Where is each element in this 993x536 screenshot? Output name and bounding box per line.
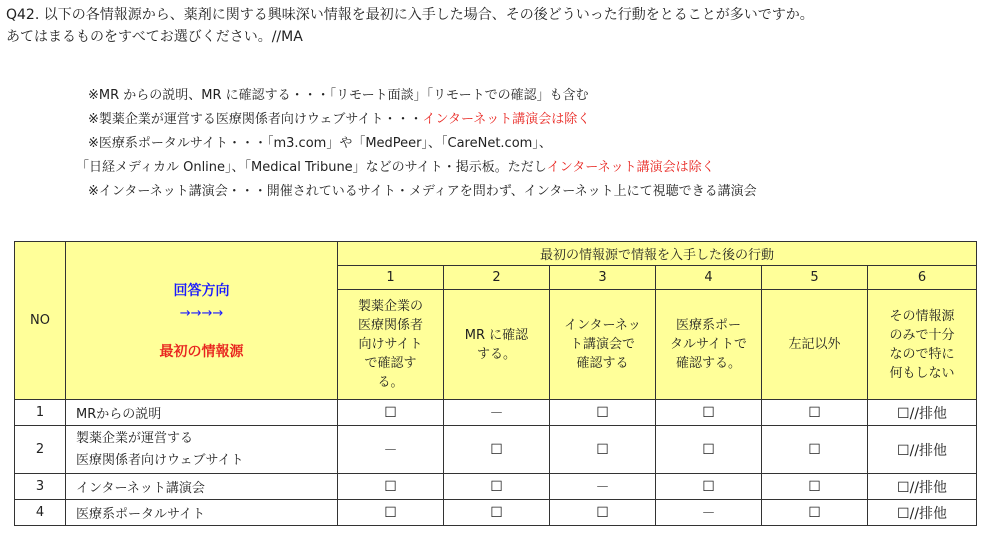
col-label-1 xyxy=(338,290,444,400)
col-number-4: 4 xyxy=(656,266,762,290)
question-line-1: Q42. 以下の各情報源から、薬剤に関する興味深い情報を最初に入手した場合、その後どういった行動をとることが多いですか。 xyxy=(6,7,814,23)
col-label-3-line: 確認する xyxy=(576,356,629,371)
notes-block xyxy=(76,84,978,204)
answer-table xyxy=(14,241,977,526)
direction-arrow: →→→→ xyxy=(179,306,224,321)
answer-checkbox[interactable]: ☐ xyxy=(444,426,550,474)
col-label-2 xyxy=(444,290,550,400)
row-label-line: MRからの説明 xyxy=(76,407,162,422)
header-action: 最初の情報源で情報を入手した後の行動 xyxy=(338,242,977,266)
col-label-2-line: MR に確認 xyxy=(464,327,529,343)
col-label-6-line: その情報源 xyxy=(889,308,955,324)
col-number-5: 5 xyxy=(762,266,868,290)
answer-na: － xyxy=(656,500,762,526)
col-label-4-line: 確認する。 xyxy=(675,356,741,371)
row-label xyxy=(66,474,338,500)
col-label-5 xyxy=(762,290,868,400)
col-label-1-line: る。 xyxy=(377,375,404,390)
col-label-6 xyxy=(868,290,977,400)
answer-checkbox-exclusive[interactable]: ☐//排他 xyxy=(868,426,977,474)
answer-na: － xyxy=(338,426,444,474)
answer-checkbox[interactable]: ☐ xyxy=(550,426,656,474)
row-no: 2 xyxy=(15,426,66,474)
col-label-1-line: 製薬企業の xyxy=(357,299,423,314)
note-portal-continued xyxy=(76,156,978,180)
answer-checkbox[interactable]: ☐ xyxy=(762,426,868,474)
col-label-6-line: なので特に xyxy=(889,346,955,362)
answer-checkbox[interactable]: ☐ xyxy=(656,426,762,474)
table-row xyxy=(15,426,977,474)
col-label-6-line: 何もしない xyxy=(889,365,955,381)
col-number-6: 6 xyxy=(868,266,977,290)
row-label-line: インターネット講演会 xyxy=(76,481,205,496)
answer-checkbox[interactable]: ☐ xyxy=(550,400,656,426)
answer-checkbox[interactable]: ☐ xyxy=(762,500,868,526)
answer-checkbox[interactable]: ☐ xyxy=(338,474,444,500)
note-portal: ※医療系ポータルサイト・・・「m3.com」や「MedPeer」、「CareNet.com」、 xyxy=(88,136,552,151)
col-number-3: 3 xyxy=(550,266,656,290)
note-pharma-site-text: ※製薬企業が運営する医療関係者向けウェブサイト・・・ xyxy=(88,112,423,127)
row-no: 4 xyxy=(15,500,66,526)
row-no: 3 xyxy=(15,474,66,500)
table-row xyxy=(15,500,977,526)
table-row xyxy=(15,474,977,500)
col-number-2: 2 xyxy=(444,266,550,290)
note-mr: ※MR からの説明、MR に確認する・・・「リモート面談」「リモートでの確認」も含む xyxy=(88,88,589,103)
answer-checkbox[interactable]: ☐ xyxy=(762,474,868,500)
col-label-3-line: ト講演会で xyxy=(569,337,635,352)
col-label-4-line: 医療系ポー xyxy=(675,318,741,333)
col-number-1: 1 xyxy=(338,266,444,290)
note-web-lecture: ※インターネット講演会・・・開催されているサイト・メディアを問わず、インターネット上にて視聴できる講演会 xyxy=(88,184,757,199)
answer-na: － xyxy=(550,474,656,500)
col-label-2-line: する。 xyxy=(476,346,516,362)
answer-checkbox-exclusive[interactable]: ☐//排他 xyxy=(868,400,977,426)
header-no: NO xyxy=(15,242,66,400)
note-pharma-site xyxy=(88,108,978,132)
note-portal-continued-text: 「日経メディカル Online」、「Medical Tribune」などのサイト・掲示板。ただし xyxy=(76,160,547,175)
row-label xyxy=(66,400,338,426)
answer-checkbox[interactable]: ☐ xyxy=(656,474,762,500)
col-label-6-line: のみで十分 xyxy=(889,327,955,343)
col-label-3 xyxy=(550,290,656,400)
answer-checkbox[interactable]: ☐ xyxy=(338,400,444,426)
col-label-1-line: で確認す xyxy=(364,356,417,371)
direction-label: 回答方向 xyxy=(173,283,230,299)
answer-checkbox-exclusive[interactable]: ☐//排他 xyxy=(868,500,977,526)
row-no: 1 xyxy=(15,400,66,426)
col-label-1-line: 医療関係者 xyxy=(357,318,423,333)
answer-checkbox[interactable]: ☐ xyxy=(762,400,868,426)
answer-checkbox-exclusive[interactable]: ☐//排他 xyxy=(868,474,977,500)
col-label-1-line: 向けサイト xyxy=(358,337,423,352)
answer-checkbox[interactable]: ☐ xyxy=(550,500,656,526)
note-pharma-site-exclusion: インターネット講演会は除く xyxy=(422,112,591,127)
col-label-4-line: タルサイトで xyxy=(669,337,748,352)
question-line-2: あてはまるものをすべてお選びください。//MA xyxy=(6,29,303,45)
row-label-line: 製薬企業が運営する xyxy=(76,430,194,446)
answer-checkbox[interactable]: ☐ xyxy=(656,400,762,426)
row-label xyxy=(66,500,338,526)
question-text xyxy=(6,4,986,48)
col-label-3-line: インターネッ xyxy=(564,318,641,333)
header-direction-cell xyxy=(66,242,338,400)
answer-na: － xyxy=(444,400,550,426)
row-label xyxy=(66,426,338,474)
row-label-line: 医療関係者向けウェブサイト xyxy=(76,452,244,468)
answer-checkbox[interactable]: ☐ xyxy=(338,500,444,526)
col-label-4 xyxy=(656,290,762,400)
note-portal-exclusion: インターネット講演会は除く xyxy=(546,160,715,175)
table-row xyxy=(15,400,977,426)
col-label-5-line: 左記以外 xyxy=(788,337,841,352)
answer-checkbox[interactable]: ☐ xyxy=(444,474,550,500)
row-label-line: 医療系ポータルサイト xyxy=(76,507,206,522)
answer-checkbox[interactable]: ☐ xyxy=(444,500,550,526)
info-source-label: 最初の情報源 xyxy=(159,344,244,360)
